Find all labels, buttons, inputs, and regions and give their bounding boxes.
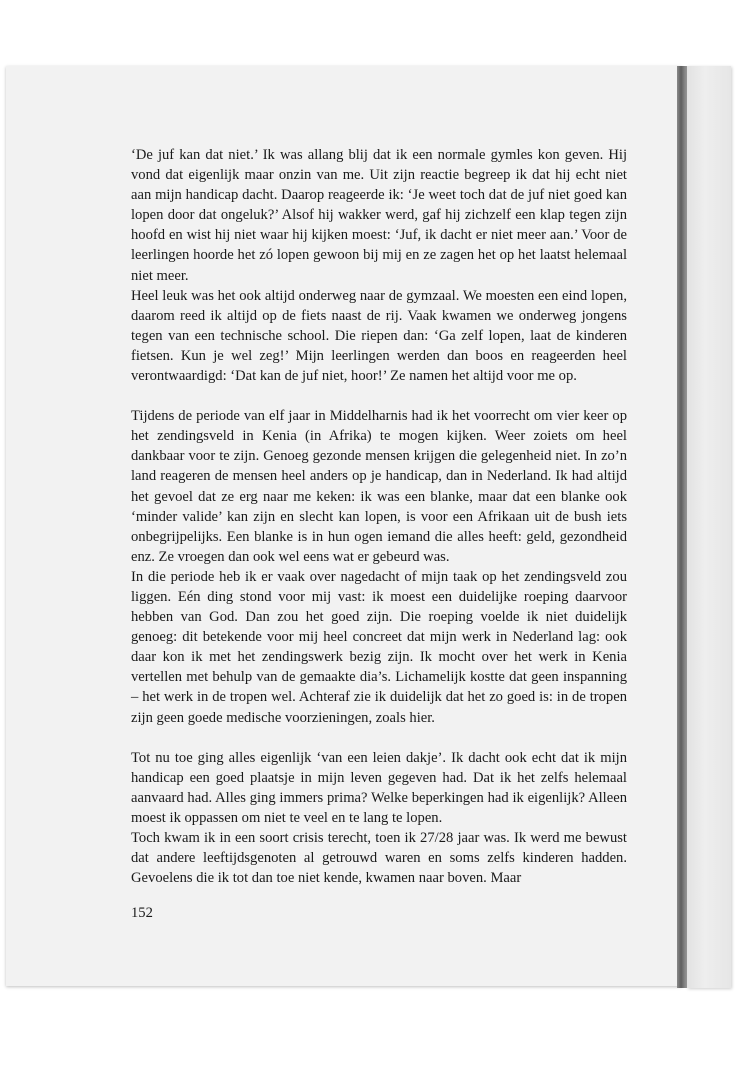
paragraph-2: Heel leuk was het ook altijd onderweg naar de gymzaal. We moesten een eind lopen, daarom reed ik altijd op de fiets naast de rij. Vaak kwamen we onderweg jongens tegen van een technische school. Die riepen dan: ‘Ga zelf lopen, laat de kinderen fietsen. Kun je wel zeg!’ Mijn leerlingen werden dan boos en reageerden heel verontwaardigd: ‘Dat kan de juf niet, hoor!’ Ze namen het altijd voor me op. <box>131 287 627 385</box>
paragraph-5: Tot nu toe ging alles eigenlijk ‘van een leien dakje’. Ik dacht ook echt dat ik mijn handicap een goed plaatsje in mijn leven gegeven had. Dat ik het zelfs helemaal aanvaard had. Alles ging immers prima? Welke beperkingen had ik eigenlijk? Alleen moest ik oppassen om niet te veel en te lang te lopen. <box>131 749 627 826</box>
paragraph-1: ‘De juf kan dat niet.’ Ik was allang blij dat ik een normale gymles kon geven. Hij vond dat eigenlijk maar onzin van me. Uit zijn reactie begreep ik dat hij echt niet aan mijn handicap dacht. Daarop reageerde ik: ‘Je weet toch dat de juf niet goed kan lopen door dat ongeluk?’ Alsof hij wakker werd, gaf hij zichzelf een klap tegen zijn hoofd en wist hij niet waar hij kijken moest: ‘Juf, ik dacht er niet meer aan.’ Voor de leerlingen hoorde het zó lopen gewoon bij mij en ze zagen het op het laatst helemaal niet meer. <box>131 147 627 284</box>
paragraph-6: Toch kwam ik in een soort crisis terecht, toen ik 27/28 jaar was. Ik werd me bewust dat andere leeftijdsgenoten al getrouwd waren en soms zelfs kinderen hadden. Gevoelens die ik tot dan toe niet kende, kwamen naar boven. Maar <box>131 830 627 887</box>
paragraph-4: In die periode heb ik er vaak over nagedacht of mijn taak op het zendingsveld zou liggen. Eén ding stond voor mij vast: ik moest een duidelijke roeping daarvoor hebben van God. Dan zou het goed zijn. Die roeping voelde ik niet duidelijk genoeg: dit betekende voor mij heel concreet dat mijn werk in Nederland lag: ook daar kon ik met het zendingswerk bezig zijn. Ik mocht over het werk in Kenia vertellen met behulp van de gemaakte dia’s. Lichamelijk kostte dat geen inspanning – het werk in de tropen wel. Achteraf zie ik duidelijk dat het zo goed is: in de tropen zijn geen goede medische voorzieningen, zoals hier. <box>131 568 627 726</box>
page-edge-shadow <box>677 66 687 988</box>
page-number: 152 <box>131 905 153 921</box>
next-page-edge <box>687 66 731 988</box>
body-text <box>131 145 627 888</box>
paragraph-3: Tijdens de periode van elf jaar in Middelharnis had ik het voorrecht om vier keer op het zendingsveld in Kenia (in Afrika) te mogen kijken. Weer zoiets om heel dankbaar voor te zijn. Genoeg gezonde mensen krijgen die gelegenheid niet. In zo’n land reageren de mensen heel anders op je handicap, dan in Nederland. Ik had altijd het gevoel dat ze erg naar me keken: ik was een blanke, maar dat een blanke ook ‘minder valide’ kan zijn en slecht kan lopen, is voor een Afrikaan uit de bush iets onbegrijpelijks. Een blanke is in hun ogen iemand die alles heeft: geld, gezondheid enz. Ze vroegen dan ook wel eens wat er gebeurd was. <box>131 408 627 565</box>
